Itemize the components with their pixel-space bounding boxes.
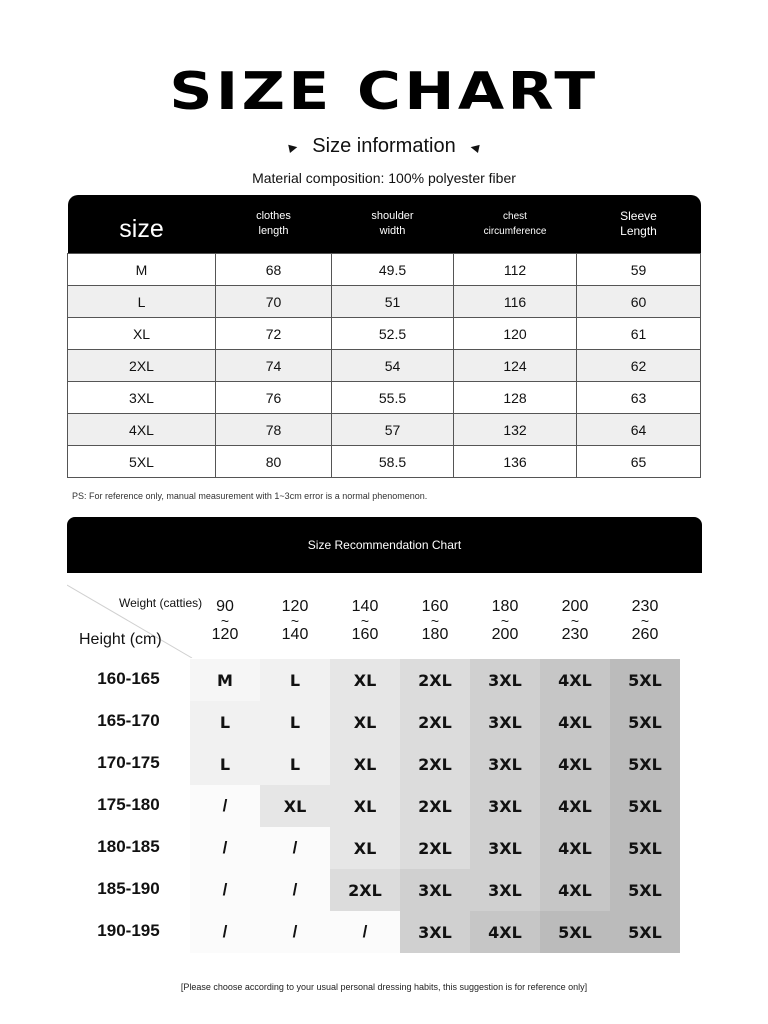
- page-title: SIZE CHART: [169, 62, 599, 122]
- table-cell: 120: [454, 318, 577, 350]
- arrow-left-icon: ◄: [466, 137, 484, 156]
- recommended-size-cell: L: [190, 701, 260, 743]
- weight-to: 260: [631, 626, 659, 643]
- recommended-size-cell: M: [190, 659, 260, 701]
- table-cell: 61: [577, 318, 701, 350]
- header-sleeve-length: Sleeve Length: [577, 195, 701, 254]
- table-cell: 2XL: [68, 350, 216, 382]
- recommended-size-cell: XL: [330, 827, 400, 869]
- weight-from: 160: [421, 598, 449, 615]
- recommended-size-cell: 4XL: [540, 869, 610, 911]
- recommended-size-cell: 4XL: [470, 911, 540, 953]
- height-range-label: 160-165: [97, 669, 160, 688]
- measurement-note: PS: For reference only, manual measurement with 1~3cm error is a normal phenomenon.: [72, 491, 428, 501]
- table-cell: 58.5: [332, 446, 454, 478]
- weight-to: 140: [281, 626, 309, 643]
- weight-from: 200: [561, 598, 589, 615]
- table-row: [68, 446, 701, 478]
- table-cell: 59: [577, 254, 701, 286]
- recommended-size-cell: 3XL: [470, 869, 540, 911]
- table-cell: 5XL: [68, 446, 216, 478]
- table-cell: XL: [68, 318, 216, 350]
- recommended-size-cell: /: [260, 869, 330, 911]
- recommended-size-cell: 3XL: [400, 911, 470, 953]
- size-recommendation-chart: [67, 573, 702, 963]
- recommended-size-cell: 5XL: [610, 659, 680, 701]
- table-row: [68, 414, 701, 446]
- table-cell: 62: [577, 350, 701, 382]
- weight-to: 120: [211, 626, 239, 643]
- recommended-size-cell: 3XL: [470, 785, 540, 827]
- table-row: [68, 318, 701, 350]
- recommended-size-cell: XL: [330, 785, 400, 827]
- table-cell: 78: [216, 414, 332, 446]
- tilde-separator: ~: [290, 613, 300, 629]
- height-range-label: 185-190: [97, 879, 160, 898]
- recommended-size-cell: /: [190, 869, 260, 911]
- weight-to: 230: [561, 626, 589, 643]
- recommended-size-cell: 5XL: [610, 827, 680, 869]
- recommended-size-cell: 5XL: [540, 911, 610, 953]
- tilde-separator: ~: [430, 613, 440, 629]
- weight-range-column: [540, 599, 610, 643]
- recommended-size-cell: XL: [330, 701, 400, 743]
- size-information-table: [67, 195, 701, 478]
- table-cell: 52.5: [332, 318, 454, 350]
- recommended-size-cell: /: [190, 827, 260, 869]
- recommended-size-cell: /: [260, 911, 330, 953]
- tilde-separator: ~: [500, 613, 510, 629]
- recommended-size-cell: /: [190, 785, 260, 827]
- weight-range-column: [400, 599, 470, 643]
- table-cell: 136: [454, 446, 577, 478]
- recommended-size-cell: 3XL: [400, 869, 470, 911]
- table-row: [68, 350, 701, 382]
- height-range-label: 165-170: [97, 711, 160, 730]
- table-cell: 4XL: [68, 414, 216, 446]
- weight-range-column: [470, 599, 540, 643]
- recommended-size-cell: 5XL: [610, 701, 680, 743]
- footer-note: [Please choose according to your usual personal dressing habits, this suggestion is for reference only]: [180, 982, 588, 992]
- section-subtitle: [0, 135, 768, 158]
- size-table-header-row: [68, 195, 701, 254]
- table-cell: 132: [454, 414, 577, 446]
- table-cell: 76: [216, 382, 332, 414]
- tilde-separator: ~: [640, 613, 650, 629]
- header-clothes-length: clothes length: [216, 195, 332, 254]
- tilde-separator: ~: [570, 613, 580, 629]
- table-cell: 128: [454, 382, 577, 414]
- recommended-size-cell: 2XL: [400, 659, 470, 701]
- recommended-size-cell: 4XL: [540, 785, 610, 827]
- height-label: Height (cm): [79, 631, 162, 648]
- tilde-separator: ~: [360, 613, 370, 629]
- recommended-size-cell: 3XL: [470, 827, 540, 869]
- recommended-size-cell: L: [260, 743, 330, 785]
- recommended-size-cell: /: [330, 911, 400, 953]
- weight-range-column: [260, 599, 330, 643]
- table-cell: 60: [577, 286, 701, 318]
- table-cell: 124: [454, 350, 577, 382]
- recommended-size-cell: 5XL: [610, 743, 680, 785]
- recommended-size-cell: 4XL: [540, 743, 610, 785]
- weight-from: 140: [351, 598, 379, 615]
- recommended-size-cell: 2XL: [330, 869, 400, 911]
- recommended-size-cell: 4XL: [540, 701, 610, 743]
- recommended-size-cell: XL: [260, 785, 330, 827]
- table-cell: 80: [216, 446, 332, 478]
- table-cell: 57: [332, 414, 454, 446]
- height-range-label: 175-180: [97, 795, 160, 814]
- weight-from: 90: [216, 598, 234, 615]
- table-cell: 64: [577, 414, 701, 446]
- recommended-size-cell: 2XL: [400, 785, 470, 827]
- weight-from: 180: [491, 598, 519, 615]
- table-cell: 51: [332, 286, 454, 318]
- recommended-size-cell: L: [260, 701, 330, 743]
- table-cell: 68: [216, 254, 332, 286]
- table-cell: M: [68, 254, 216, 286]
- table-cell: 65: [577, 446, 701, 478]
- recommended-size-cell: 3XL: [470, 659, 540, 701]
- table-cell: 54: [332, 350, 454, 382]
- height-range-label: 180-185: [97, 837, 160, 856]
- table-cell: 116: [454, 286, 577, 318]
- table-cell: 3XL: [68, 382, 216, 414]
- recommended-size-cell: L: [260, 659, 330, 701]
- table-cell: L: [68, 286, 216, 318]
- arrow-right-icon: ►: [284, 137, 302, 156]
- height-range-label: 170-175: [97, 753, 160, 772]
- height-range-label: 190-195: [97, 921, 160, 940]
- recommended-size-cell: 2XL: [400, 827, 470, 869]
- table-row: [68, 286, 701, 318]
- weight-range-column: [330, 599, 400, 643]
- weight-range-column: [190, 599, 260, 643]
- header-size: size: [68, 195, 216, 254]
- recommended-size-cell: 2XL: [400, 743, 470, 785]
- table-cell: 74: [216, 350, 332, 382]
- table-cell: 72: [216, 318, 332, 350]
- recommended-size-cell: /: [190, 911, 260, 953]
- recommended-size-cell: 3XL: [470, 701, 540, 743]
- recommended-size-cell: L: [190, 743, 260, 785]
- recommended-size-cell: XL: [330, 659, 400, 701]
- table-cell: 112: [454, 254, 577, 286]
- tilde-separator: ~: [220, 613, 230, 629]
- recommended-size-cell: 5XL: [610, 785, 680, 827]
- recommended-size-cell: XL: [330, 743, 400, 785]
- header-shoulder-width: shoulder width: [332, 195, 454, 254]
- weight-to: 180: [421, 626, 449, 643]
- table-cell: 70: [216, 286, 332, 318]
- weight-from: 120: [281, 598, 309, 615]
- table-row: [68, 382, 701, 414]
- weight-from: 230: [631, 598, 659, 615]
- table-cell: 55.5: [332, 382, 454, 414]
- weight-to: 160: [351, 626, 379, 643]
- subtitle-text: Size information: [312, 135, 456, 157]
- table-cell: 49.5: [332, 254, 454, 286]
- weight-to: 200: [491, 626, 519, 643]
- recommended-size-cell: 2XL: [400, 701, 470, 743]
- material-composition: Material composition: 100% polyester fiber: [252, 170, 516, 186]
- weight-label: Weight (catties): [119, 596, 203, 610]
- recommended-size-cell: 5XL: [610, 911, 680, 953]
- recommended-size-cell: 3XL: [470, 743, 540, 785]
- recommended-size-cell: 5XL: [610, 869, 680, 911]
- recommended-size-cell: 4XL: [540, 659, 610, 701]
- table-cell: 63: [577, 382, 701, 414]
- header-chest-circumference: chest circumference: [454, 195, 577, 254]
- table-row: [68, 254, 701, 286]
- recommended-size-cell: /: [260, 827, 330, 869]
- recommended-size-cell: 4XL: [540, 827, 610, 869]
- weight-range-column: [610, 599, 680, 643]
- recommendation-header: Size Recommendation Chart: [67, 517, 702, 573]
